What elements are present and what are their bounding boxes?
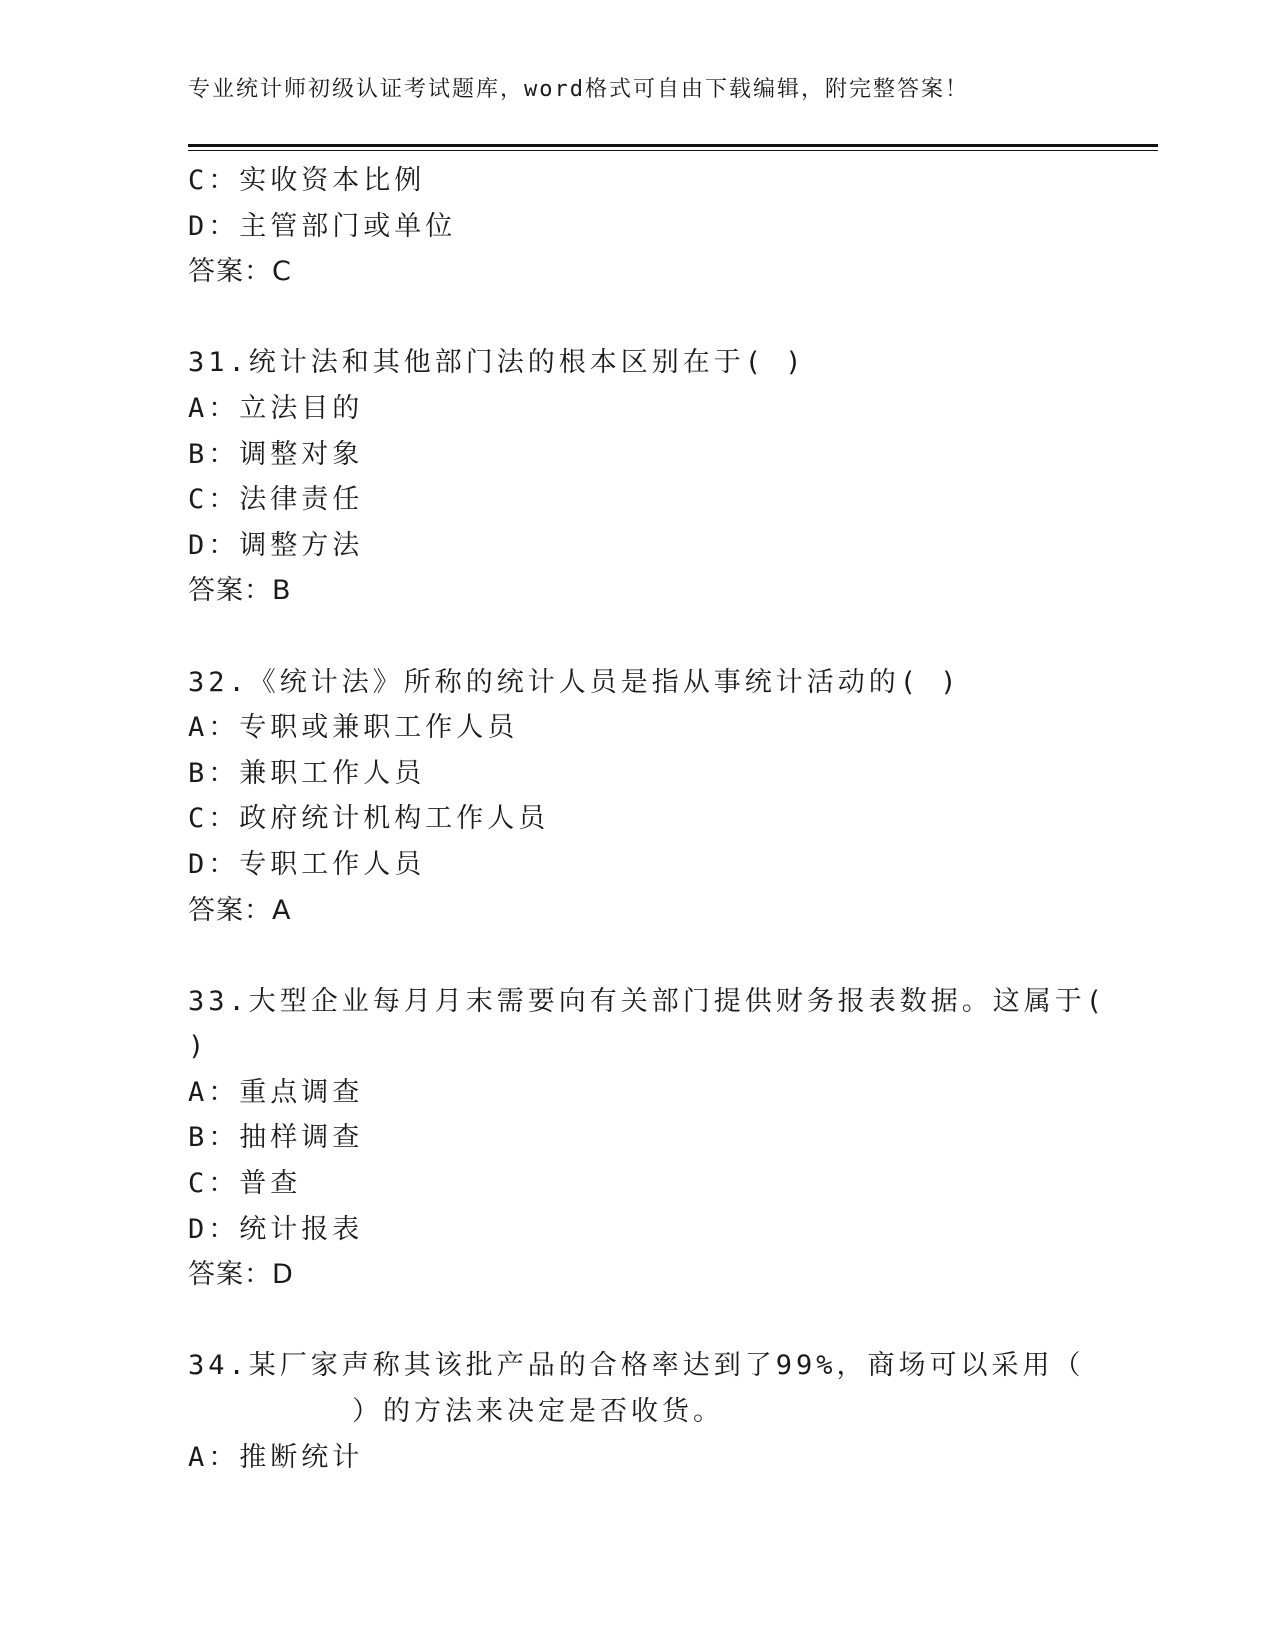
header-rule-thick (188, 144, 1158, 147)
option-d: D：专职工作人员 (188, 848, 426, 880)
answer-line: 答案：B (188, 575, 292, 607)
spacer (188, 614, 1068, 660)
spacer (188, 1298, 1068, 1344)
option-a: A：重点调查 (188, 1076, 364, 1108)
spacer (188, 933, 1068, 979)
question-stem: 34.某厂家声称其该批产品的合格率达到了99%，商场可以采用（ (188, 1350, 1085, 1382)
answer-line: 答案：D (188, 1259, 294, 1291)
option-b: B：抽样调查 (188, 1122, 364, 1154)
header-rule-thin (188, 150, 1158, 151)
question-stem: 31.统计法和其他部门法的根本区别在于( ) (188, 347, 806, 379)
option-a: A：立法目的 (188, 392, 364, 424)
option-a: A：专职或兼职工作人员 (188, 712, 519, 744)
option-d: D：调整方法 (188, 529, 364, 561)
option-c: C：普查 (188, 1168, 302, 1200)
option-a: A：推断统计 (188, 1441, 364, 1473)
question-stem-continuation: ）的方法来决定是否收货。 (352, 1396, 724, 1428)
option-b: B：调整对象 (188, 438, 364, 470)
question-stem: 32.《统计法》所称的统计人员是指从事统计活动的( ) (188, 666, 961, 698)
answer-line: 答案：A (188, 894, 292, 926)
answer-line: 答案：C (188, 256, 292, 288)
option-c: C：政府统计机构工作人员 (188, 803, 550, 835)
option-d: D：主管部门或单位 (188, 210, 457, 242)
spacer (188, 295, 1068, 341)
question-content (188, 158, 1107, 1480)
option-c: C：法律责任 (188, 484, 364, 516)
question-stem-continuation: ) (188, 1031, 209, 1063)
question-stem: 33.大型企业每月月末需要向有关部门提供财务报表数据。这属于( (188, 985, 1107, 1017)
option-d: D：统计报表 (188, 1213, 364, 1245)
page-header: 专业统计师初级认证考试题库，word格式可自由下载编辑，附完整答案！ (188, 77, 969, 102)
option-b: B：兼职工作人员 (188, 757, 426, 789)
option-c: C：实收资本比例 (188, 165, 426, 196)
